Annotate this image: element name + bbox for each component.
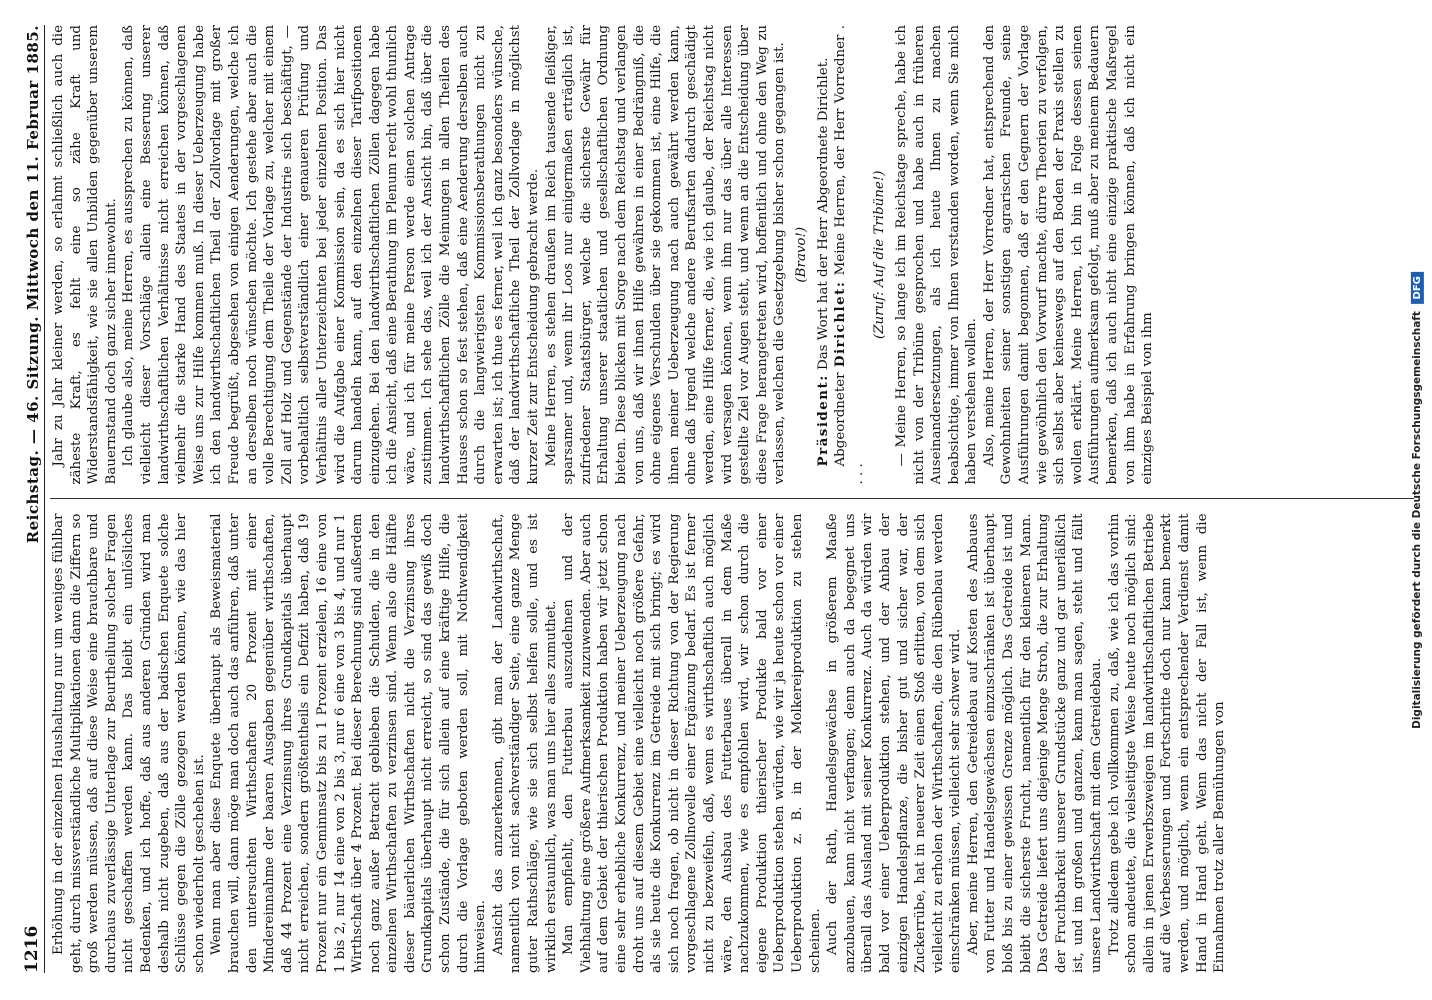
paragraph: Auch der Rath, Handelsgewächse in größerem Maaße anzubauen, kann nicht verfangen; denn auch da begegnet uns überall das Ausland mit seiner Konkurrenz. Auch da würden wir bald vor einer Ueberproduktion stehen, und der Anbau der einzigen Handelspflanze, die bisher gut und sicher war, der Zuckerrübe, hat in neuerer Zeit einen Stoß erlitten, von dem sich vielleicht zu erholen der Wirthschaften, die den Rübenbau werden einschränken müssen, vielleicht sehr schwer wird. (825, 513, 964, 973)
paragraph: Meine Herren, es stehen draußen im Reich tausende fleißiger, sparsamer und, wenn ihr Loos nur einigermaßen erträglich ist, zufriedener Staatsbürger, welche die sicherste Gewähr für Erhaltung unserer staatlichen und gesellschaftlichen Ordnung bieten. Diese blicken mit Sorge nach dem Reichstag und verlangen von uns, daß wir ihnen Hilfe gewähren in einer Bedrängniß, die ohne eigenes Verschulden über sie gekommen ist, eine Hilfe, die ihnen meiner Ueberzeugung nach auch gewährt werden kann, ohne daß irgend welche andere Berufsarten dadurch geschädigt werden, eine Hilfe ferner, die, wie ich glaube, der Reichstag nicht wird versagen können, wenn ihm nur das über alle Interessen gestellte Ziel vor Augen steht, und wenn an die Entscheidung über diese Frage herangetreten wird, hoffentlich und ohne den Weg zu verlassen, welchen die Gesetzgebung bisher schon gegangen ist. (543, 25, 788, 485)
page-number: 1216 (22, 925, 42, 973)
interjection: (Zuruf: Auf die Tribüne!) (872, 170, 888, 339)
paragraph: — Meine Herren, so lange ich im Reichstage spreche, habe ich nicht von der Tribüne gesprochen und habe auch in früheren Auseinandersetzungen, als ich heute Ihnen zu machen beabsichtige, immer von Ihnen verstanden worden, wenn Sie mich haben verstehen wollen. (893, 25, 980, 485)
dirichlet-statement (832, 25, 867, 485)
paragraph: Man empfiehlt, den Futterbau auszudehnen und der Viehhaltung eine größere Aufmerksamkeit zuzuwenden. Aber auch auf dem Gebiet der thierischen Produktion haben wir jetzt schon eine sehr erhebliche Konkurrenz, und meiner Ueberzeugung nach droht uns auf diesem Gebiet eine vielleicht noch größere Gefahr, als sie heute die Konkurrenz im Getreide mit sich bringt; es wird sich noch fragen, ob nicht in dieser Richtung von der Regierung vorgeschlagene Zollnovelle einer Ergänzung bedarf. Es ist ferner nicht zu bezweifeln, daß, wenn es wirthschaftlich auch möglich wäre, den Ausbau des Futterbaues überall in dem Maße nachzukommen, wie es empfohlen wird, wir schon durch die eigene Produktion thierischer Produkte bald vor einer Ueberproduktion stehen würden, wie wir ja heute schon vor einer Ueberproduktion z. B. in der Molkereiproduktion zu stehen scheinen. (561, 513, 823, 973)
paragraph: Aber, meine Herren, den Getreidebau auf Kosten des Anbaues von Futter und Handelsgewächsen einzuschränken ist überhaupt bloß bis zu einer gewissen Grenze möglich. Das Getreide ist und bleibt die sicherste Frucht, namentlich für den kleineren Mann. Das Getreide liefert uns diejenige Menge Stroh, die zur Erhaltung der Fruchtbarkeit unserer Grundstücke ganz und gar unerläßlich ist, und im großen und ganzen, kann man sagen, steht und fällt unsere Landwirthschaft mit dem Getreidebau. (965, 513, 1105, 973)
paragraph: Wenn man aber diese Enquete überhaupt als Beweismaterial brauchen will, dann möge man doch auch das anführen, daß unter den untersuchten Wirthschaften 20 Prozent mit einer Mindereinnahme der baaren Ausgaben gegenüber wirthschaften, daß 44 Prozent eine Verzinsung ihres Grundkapitals überhaupt nicht erreichen, sondern größtentheils ein Defizit haben, daß 19 Prozent nur ein Geminnsatz bis zu 1 Prozent erzielen, 16 eine von 1 bis 2, nur 14 eine von 2 bis 3, nur 6 eine von 3 bis 4, und nur 1 Wirthschaft über 4 Prozent. Bei dieser Berechnung sind außerdem noch ganz außer Betracht geblieben die Schulden, die in den einzelnen Wirthschaften zu verzinsen sind. Wenn also die Hälfte dieser bäuerlichen Wirthschaften nicht die Verzinsung ihres Grundkapitals überhaupt nicht erreicht, so sind das gewiß doch schon Zustände, die für sich allein auf eine kräftige Hilfe, die durch die Vorlage geboten werden soll, mit Nothwendigkeit hinweisen. (209, 513, 489, 973)
president-text: Das Wort hat der Herr Abgeordnete Dirichlet. (815, 57, 831, 371)
president-speaker: Präsident: (814, 374, 831, 467)
dfg-logo: DFG (1411, 272, 1424, 303)
paragraph: Ansicht das anzuerkennen, gibt man der Landwirthschaft, namentlich von nicht sachverständiger Seite, eine ganze Menge guter Rathschläge, wie sie sich selbst helfen solle, und es ist wirklich erstaunlich, was man uns hier alles zumuthet. (490, 513, 559, 973)
text-columns (50, 25, 1414, 973)
paragraph: Ich glaube also, meine Herren, es aussprechen zu können, daß vielleicht dieser Vorschläge allein eine Besserung unserer landwirthschaftlichen Verhältnisse nicht erreichen können, daß vielmehr die starke Hand des Staates in der vorgeschlagenen Weise uns zur Hilfe kommen muß. In dieser Ueberzeugung habe ich den landwirthschaftlichen Theil der Zollvorlage mit großer Freude begrüßt, abgesehen von einigen Aenderungen, welche ich an derselben noch wünschen möchte. Ich gestehe aber auch die volle Berechtigung dem Theile der Vorlage zu, welcher mit einem Zoll auf Holz und Gegenstände der Industrie sich beschäftigt, — vorbehaltlich selbstverständlich einer genaueren Prüfung und Verhältnis aller Unterzeichnten bei jeder einzelnen Position. Das wird die Aufgabe einer Kommission sein, da es sich hier nicht darum handeln kann, auf den einzelnen dieser Tarifpositionen einzugehen. Bei den landwirthschaftlichen Zöllen dagegen habe ich die Ansicht, daß eine Berathung im Plenum recht wohl thunlich wäre, und ich für meine Person werde einen solchen Antrage zustimmen. Ich sehe das, weil ich der Ansicht bin, daß über die landwirthschaftlichen Zölle die Meinungen in allen Theilen des Hauses schon so fest stehen, daß eine Aenderung derselben auch durch die langwierigsten Kommissionsberathungen nicht zu erwarten ist; ich thue es ferner, weil ich ganz besonders wünsche, daß der landwirthschaftliche Theil der Zollvorlage in möglichst kurzer Zeit zur Entscheidung gebracht werde. (121, 25, 542, 485)
digitization-credit (1404, 0, 1430, 1000)
dirichlet-speaker: Dirichlet: (832, 280, 849, 368)
paragraph: Trotz alledem gebe ich vollkommen zu, daß, wie ich das vorhin schon andeutete, die vielseitigste Weise heute noch möglich sind: allein in jenen Erwerbszweigen im landwirthschaftlichen Betriebe auf die Verbesserungen und Fortschritte doch nur kann bemerkt werden, und möglich, wenn ein entsprechender Verdienst damit Hand in Hand geht. Wenn das nicht der Fall ist, wenn die Einnahmen trotz aller Bemühungen von (1106, 513, 1228, 973)
applause-note: (Bravo!) (793, 226, 809, 283)
column-divider (50, 499, 1414, 500)
left-column (50, 514, 1414, 974)
rotated-newspaper-page (0, 15, 1420, 985)
paragraph: Jahr zu Jahr kleiner werden, so erlahmt schließlich auch die zäheste Kraft, es fehlt eine so zähe Kraft und Widerstandsfähigkeit, wie sie allen Unbilden gegenüber unserem Bauernstand doch ganz sicher innewohnt. (51, 25, 119, 485)
speaker-prefix: Abgeordneter (833, 372, 849, 467)
running-header (8, 25, 45, 973)
president-statement (815, 25, 833, 485)
dirichlet-text: Meine Herren, der Herr Vorredner . . . . (833, 25, 866, 485)
paragraph: Erhöhung in der einzelnen Haushaltung nur um weniges fühlbar geht, durch missverständliche Multiplikationen dann die Ziffern so groß werden müssen, daß auf diese Weise eine brauchbare und durchaus zuverlässige Unterlage zur Beurtheilung solcher Fragen nicht geschaffen werden kann. Das bleibt ein unlösliches Bedenken, und ich hoffe, daß aus anderen Gründen wird man deshalb nicht zugeben, daß aus der badischen Enquete solche Schlüsse gegen die Zölle gezogen werden können, wie das hier schon wiederholt geschehen ist. (51, 513, 207, 973)
credit-text (1411, 272, 1424, 729)
credit-label: Digitalisierung gefördert durch die Deutsche Forschungsgemeinschaft (1410, 310, 1423, 729)
running-title: Reichstag. — 46. Sitzung. Mittwoch den 11. Februar 1885. (24, 25, 42, 544)
paragraph: Also, meine Herren, der Herr Vorredner hat, entsprechend den Gewohnheiten seiner sonstigen agrarischen Freunde, seine Ausführungen damit begonnen, daß er den Gegnern der Vorlage wie gewöhnlich den Vorwurf machte, dürre Theorien zu verfolgen, sich selbst aber keineswegs auf den Boden der Praxis stellen zu wollen erklärt. Meine Herren, ich bin in Folge dessen seinen Ausführungen aufmerksam gefolgt, muß aber zu meinem Bedauern bemerken, daß ich auch nicht eine einzige praktische Maßregel von ihm habe in Erfahrung bringen können, daß ich nicht ein einziges Beispiel von ihm (981, 25, 1156, 485)
right-column (50, 25, 1414, 485)
